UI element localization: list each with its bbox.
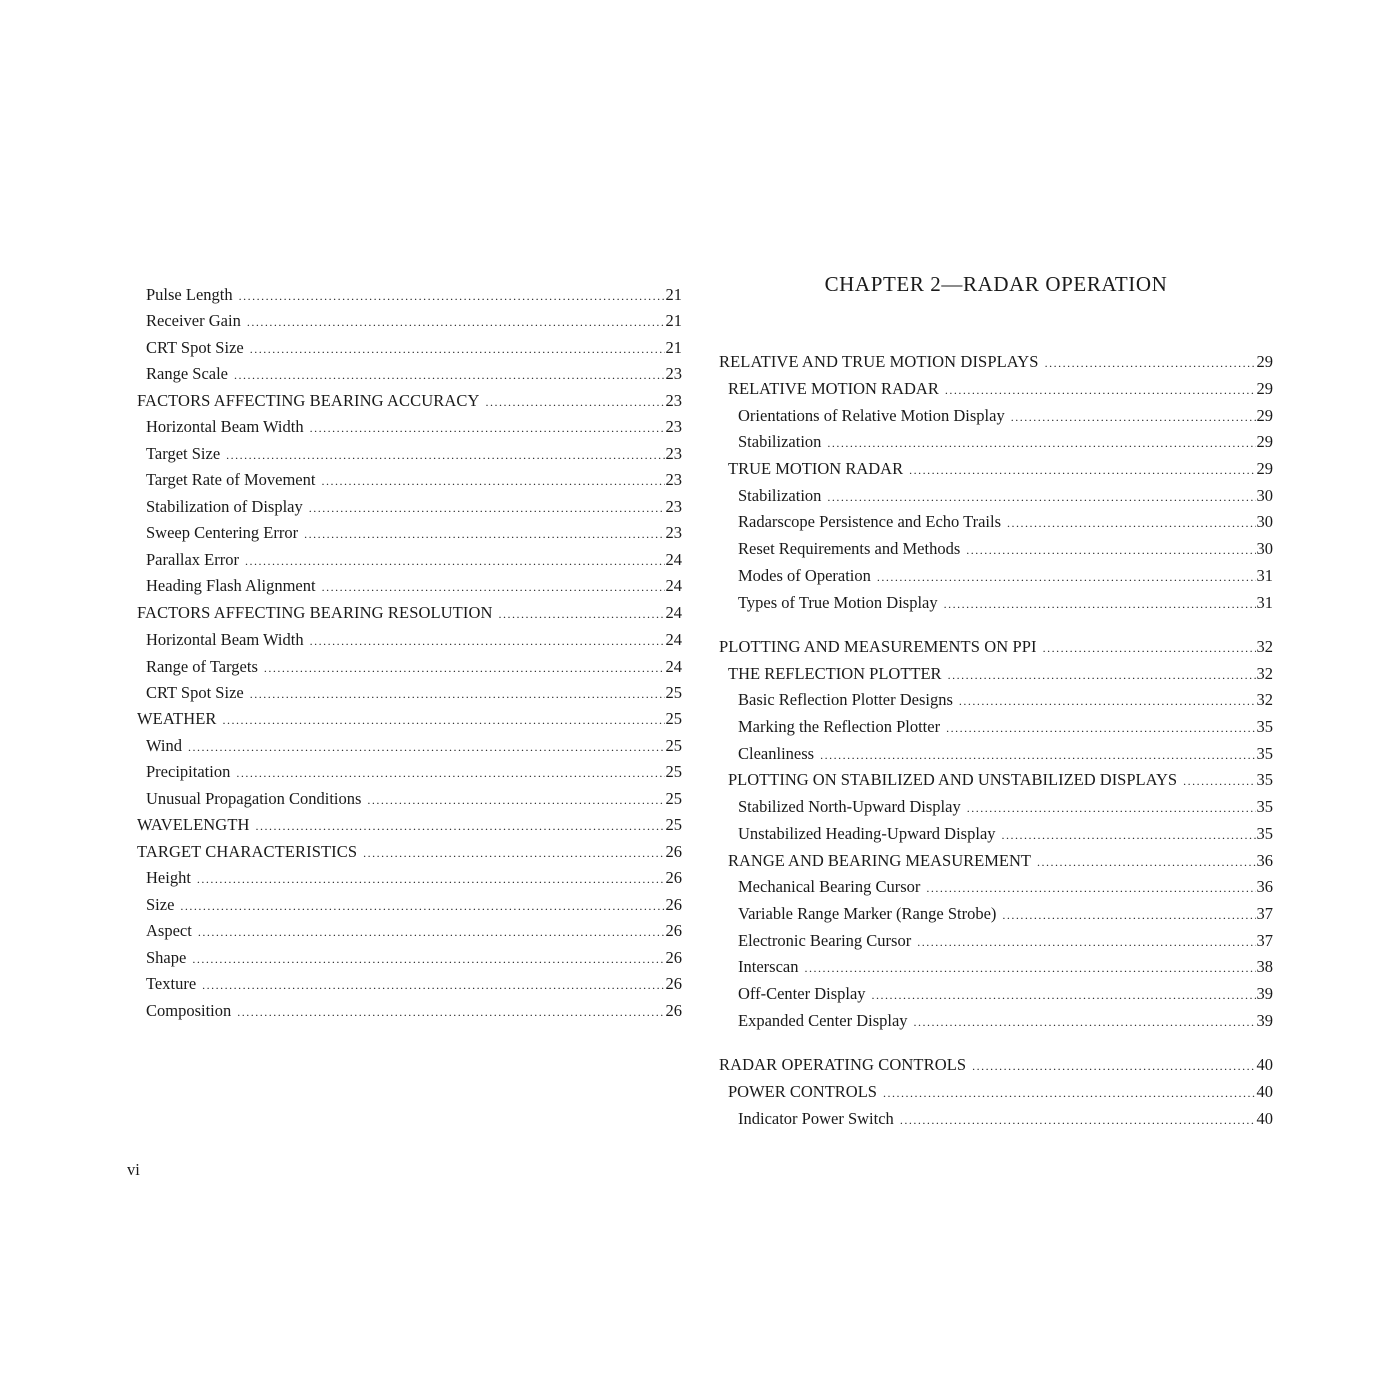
toc-entry-page: 23 bbox=[665, 523, 682, 542]
toc-entry-page: 32 bbox=[1256, 690, 1273, 709]
toc-entry bbox=[137, 628, 682, 652]
toc-entry-label: Radarscope Persistence and Echo Trails bbox=[738, 512, 1002, 531]
toc-entry bbox=[719, 768, 1273, 792]
toc-entry-page: 40 bbox=[1256, 1082, 1273, 1101]
toc-entry bbox=[137, 760, 682, 784]
dot-leader bbox=[966, 538, 1255, 562]
toc-entry bbox=[137, 787, 682, 811]
toc-entry-label: Receiver Gain bbox=[146, 311, 241, 330]
toc-entry bbox=[137, 999, 682, 1023]
dot-leader bbox=[1002, 903, 1255, 927]
toc-entry-label: Variable Range Marker (Range Strobe) bbox=[738, 904, 997, 923]
dot-leader bbox=[197, 867, 665, 891]
toc-entry-page: 39 bbox=[1256, 984, 1273, 1003]
toc-entry-page: 35 bbox=[1256, 824, 1273, 843]
dot-leader bbox=[367, 788, 664, 812]
toc-entry-label: Horizontal Beam Width bbox=[146, 417, 304, 436]
dot-leader bbox=[202, 973, 664, 997]
dot-leader bbox=[909, 458, 1255, 482]
toc-entry-label: Interscan bbox=[738, 957, 799, 976]
dot-leader bbox=[304, 522, 664, 546]
dot-leader bbox=[917, 930, 1255, 954]
toc-entry-label: Range of Targets bbox=[146, 657, 258, 676]
toc-entry-page: 23 bbox=[665, 444, 682, 463]
toc-entry bbox=[137, 893, 682, 917]
dot-leader bbox=[972, 1054, 1255, 1078]
toc-entry-page: 25 bbox=[665, 709, 682, 728]
toc-entry-page: 26 bbox=[665, 868, 682, 887]
toc-entry-page: 26 bbox=[665, 921, 682, 940]
toc-entry bbox=[719, 350, 1273, 374]
toc-entry bbox=[719, 377, 1273, 401]
toc-entry-page: 25 bbox=[665, 736, 682, 755]
dot-leader bbox=[914, 1010, 1256, 1034]
toc-entry-page: 31 bbox=[1256, 593, 1273, 612]
toc-entry-label: WEATHER bbox=[137, 709, 217, 728]
dot-leader bbox=[237, 1000, 664, 1024]
toc-entry bbox=[719, 1009, 1273, 1033]
dot-leader bbox=[900, 1108, 1256, 1132]
dot-leader bbox=[310, 629, 665, 653]
toc-entry bbox=[137, 415, 682, 439]
toc-entry-label: WAVELENGTH bbox=[137, 815, 250, 834]
dot-leader bbox=[1043, 636, 1256, 660]
toc-entry bbox=[137, 681, 682, 705]
toc-entry-page: 29 bbox=[1256, 459, 1273, 478]
toc-entry bbox=[719, 982, 1273, 1006]
toc-entry-label: Heading Flash Alignment bbox=[146, 576, 316, 595]
dot-leader bbox=[223, 708, 665, 732]
dot-leader bbox=[872, 983, 1256, 1007]
dot-leader bbox=[363, 841, 664, 865]
toc-entry bbox=[719, 715, 1273, 739]
toc-entry-page: 21 bbox=[665, 338, 682, 357]
dot-leader bbox=[948, 663, 1256, 687]
toc-entry bbox=[719, 635, 1273, 659]
chapter-title: CHAPTER 2—RADAR OPERATION bbox=[824, 272, 1168, 296]
dot-leader bbox=[1011, 405, 1256, 429]
toc-entry-label: Stabilization bbox=[738, 486, 822, 505]
toc-entry-label: RELATIVE MOTION RADAR bbox=[728, 379, 939, 398]
dot-leader bbox=[498, 602, 664, 626]
toc-entry-page: 25 bbox=[665, 683, 682, 702]
dot-leader bbox=[310, 416, 665, 440]
toc-entry-label: Range Scale bbox=[146, 364, 229, 383]
dot-leader bbox=[926, 876, 1255, 900]
toc-entry-label: Target Rate of Movement bbox=[146, 470, 316, 489]
toc-entry-page: 29 bbox=[1256, 406, 1273, 425]
toc-entry-label: Types of True Motion Display bbox=[738, 593, 938, 612]
toc-entry-label: POWER CONTROLS bbox=[728, 1082, 877, 1101]
toc-entry-page: 38 bbox=[1256, 957, 1273, 976]
toc-entry-label: THE REFLECTION PLOTTER bbox=[728, 664, 942, 683]
toc-entry bbox=[719, 564, 1273, 588]
toc-entry-page: 26 bbox=[665, 842, 682, 861]
toc-entry-page: 24 bbox=[665, 657, 682, 676]
dot-leader bbox=[256, 814, 665, 838]
dot-leader bbox=[820, 743, 1255, 767]
dot-leader bbox=[321, 469, 664, 493]
dot-leader bbox=[192, 947, 664, 971]
dot-leader bbox=[250, 337, 665, 361]
dot-leader bbox=[1183, 769, 1255, 793]
toc-entry bbox=[137, 655, 682, 679]
dot-leader bbox=[944, 592, 1256, 616]
toc-entry-label: CRT Spot Size bbox=[146, 683, 244, 702]
toc-entry-label: Precipitation bbox=[146, 762, 231, 781]
toc-entry-page: 30 bbox=[1256, 486, 1273, 505]
dot-leader bbox=[234, 363, 664, 387]
toc-entry bbox=[137, 946, 682, 970]
toc-entry bbox=[719, 1080, 1273, 1104]
toc-entry-label: Unstabilized Heading-Upward Display bbox=[738, 824, 996, 843]
toc-entry-page: 29 bbox=[1256, 352, 1273, 371]
dot-leader bbox=[180, 894, 664, 918]
toc-entry bbox=[719, 688, 1273, 712]
toc-entry bbox=[719, 1053, 1273, 1077]
toc-entry bbox=[137, 866, 682, 890]
toc-entry-label: Electronic Bearing Cursor bbox=[738, 931, 912, 950]
dot-leader bbox=[250, 682, 665, 706]
toc-entry-page: 32 bbox=[1256, 637, 1273, 656]
toc-entry bbox=[719, 955, 1273, 979]
toc-entry bbox=[137, 309, 682, 333]
toc-entry-label: Stabilization bbox=[738, 432, 822, 451]
toc-entry-label: RELATIVE AND TRUE MOTION DISPLAYS bbox=[719, 352, 1039, 371]
dot-leader bbox=[322, 575, 665, 599]
toc-entry-page: 40 bbox=[1256, 1109, 1273, 1128]
dot-leader bbox=[877, 565, 1256, 589]
toc-entry-page: 25 bbox=[665, 762, 682, 781]
toc-entry-page: 23 bbox=[665, 364, 682, 383]
toc-entry-page: 24 bbox=[665, 603, 682, 622]
dot-leader bbox=[264, 656, 665, 680]
toc-entry-label: Stabilized North-Upward Display bbox=[738, 797, 961, 816]
toc-entry bbox=[719, 1107, 1273, 1131]
toc-entry bbox=[137, 442, 682, 466]
toc-entry-label: Cleanliness bbox=[738, 744, 815, 763]
toc-entry-label: Horizontal Beam Width bbox=[146, 630, 304, 649]
toc-entry bbox=[137, 707, 682, 731]
toc-entry-page: 26 bbox=[665, 895, 682, 914]
toc-entry bbox=[137, 362, 682, 386]
toc-entry bbox=[719, 662, 1273, 686]
toc-entry bbox=[137, 601, 682, 625]
toc-entry-label: RANGE AND BEARING MEASUREMENT bbox=[728, 851, 1031, 870]
toc-entry-page: 23 bbox=[665, 470, 682, 489]
toc-entry-page: 23 bbox=[665, 497, 682, 516]
toc-entry-label: TRUE MOTION RADAR bbox=[728, 459, 904, 478]
toc-entry-label: PLOTTING AND MEASUREMENTS ON PPI bbox=[719, 637, 1037, 656]
toc-entry-page: 39 bbox=[1256, 1011, 1273, 1030]
dot-leader bbox=[883, 1081, 1256, 1105]
toc-entry bbox=[137, 389, 682, 413]
toc-entry bbox=[137, 548, 682, 572]
dot-leader bbox=[245, 549, 665, 573]
toc-entry-label: Mechanical Bearing Cursor bbox=[738, 877, 921, 896]
toc-entry-page: 26 bbox=[665, 948, 682, 967]
toc-entry bbox=[719, 822, 1273, 846]
toc-entry bbox=[137, 919, 682, 943]
toc-entry-label: FACTORS AFFECTING BEARING ACCURACY bbox=[137, 391, 480, 410]
toc-entry-label: Off-Center Display bbox=[738, 984, 866, 1003]
toc-entry-label: RADAR OPERATING CONTROLS bbox=[719, 1055, 967, 1074]
toc-entry bbox=[719, 430, 1273, 454]
toc-entry-label: Sweep Centering Error bbox=[146, 523, 299, 542]
toc-entry-page: 40 bbox=[1256, 1055, 1273, 1074]
toc-entry-label: Wind bbox=[146, 736, 182, 755]
dot-leader bbox=[1007, 511, 1255, 535]
toc-entry-label: Height bbox=[146, 868, 191, 887]
dot-leader bbox=[946, 716, 1255, 740]
toc-entry-page: 23 bbox=[665, 391, 682, 410]
toc-entry bbox=[137, 495, 682, 519]
toc-entry-page: 24 bbox=[665, 576, 682, 595]
toc-entry-label: Shape bbox=[146, 948, 187, 967]
toc-entry-page: 30 bbox=[1256, 539, 1273, 558]
toc-entry-page: 24 bbox=[665, 550, 682, 569]
dot-leader bbox=[804, 956, 1255, 980]
toc-entry-label: Composition bbox=[146, 1001, 232, 1020]
dot-leader bbox=[247, 310, 665, 334]
toc-entry-page: 35 bbox=[1256, 770, 1273, 789]
toc-entry-label: TARGET CHARACTERISTICS bbox=[137, 842, 358, 861]
toc-entry bbox=[137, 468, 682, 492]
dot-leader bbox=[1037, 850, 1256, 874]
toc-entry-page: 36 bbox=[1256, 877, 1273, 896]
toc-entry bbox=[719, 742, 1273, 766]
toc-entry bbox=[137, 574, 682, 598]
toc-entry-page: 30 bbox=[1256, 512, 1273, 531]
toc-entry bbox=[719, 875, 1273, 899]
toc-entry bbox=[137, 521, 682, 545]
toc-entry-label: Size bbox=[146, 895, 175, 914]
dot-leader bbox=[226, 443, 664, 467]
toc-entry-label: Marking the Reflection Plotter bbox=[738, 717, 941, 736]
toc-entry-page: 21 bbox=[665, 311, 682, 330]
toc-entry bbox=[719, 795, 1273, 819]
dot-leader bbox=[945, 378, 1256, 402]
toc-entry-page: 29 bbox=[1256, 432, 1273, 451]
toc-entry-label: Expanded Center Display bbox=[738, 1011, 908, 1030]
toc-entry-page: 35 bbox=[1256, 797, 1273, 816]
dot-leader bbox=[1002, 823, 1256, 847]
toc-entry bbox=[719, 510, 1273, 534]
toc-entry-page: 21 bbox=[665, 285, 682, 304]
toc-entry bbox=[719, 457, 1273, 481]
dot-leader bbox=[198, 920, 665, 944]
toc-entry bbox=[137, 734, 682, 758]
toc-entry-label: Reset Requirements and Methods bbox=[738, 539, 961, 558]
dot-leader bbox=[309, 496, 665, 520]
toc-entry-label: FACTORS AFFECTING BEARING RESOLUTION bbox=[137, 603, 493, 622]
toc-entry bbox=[719, 902, 1273, 926]
toc-entry-page: 32 bbox=[1256, 664, 1273, 683]
dot-leader bbox=[959, 689, 1256, 713]
dot-leader bbox=[1045, 351, 1256, 375]
dot-leader bbox=[239, 284, 665, 308]
toc-entry-label: Aspect bbox=[146, 921, 192, 940]
toc-entry-page: 25 bbox=[665, 815, 682, 834]
toc-entry bbox=[137, 972, 682, 996]
toc-entry-label: CRT Spot Size bbox=[146, 338, 244, 357]
toc-entry-label: Stabilization of Display bbox=[146, 497, 303, 516]
toc-entry-page: 26 bbox=[665, 974, 682, 993]
dot-leader bbox=[967, 796, 1256, 820]
dot-leader bbox=[827, 485, 1255, 509]
toc-entry-label: Target Size bbox=[146, 444, 221, 463]
toc-entry-label: Texture bbox=[146, 974, 197, 993]
dot-leader bbox=[827, 431, 1255, 455]
toc-entry bbox=[137, 813, 682, 837]
toc-entry-label: Unusual Propagation Conditions bbox=[146, 789, 362, 808]
toc-entry-page: 35 bbox=[1256, 717, 1273, 736]
toc-entry-label: Basic Reflection Plotter Designs bbox=[738, 690, 953, 709]
toc-entry-page: 31 bbox=[1256, 566, 1273, 585]
toc-entry-page: 23 bbox=[665, 417, 682, 436]
toc-entry bbox=[137, 283, 682, 307]
toc-entry bbox=[137, 840, 682, 864]
toc-entry bbox=[719, 591, 1273, 615]
toc-entry-page: 37 bbox=[1256, 931, 1273, 950]
toc-entry-label: PLOTTING ON STABILIZED AND UNSTABILIZED DISPLAYS bbox=[728, 770, 1178, 789]
toc-entry bbox=[719, 929, 1273, 953]
toc-entry-label: Orientations of Relative Motion Display bbox=[738, 406, 1005, 425]
toc-entry-label: Pulse Length bbox=[146, 285, 233, 304]
toc-entry bbox=[719, 404, 1273, 428]
page-number: vi bbox=[127, 1160, 140, 1179]
toc-entry-label: Modes of Operation bbox=[738, 566, 871, 585]
toc-entry-page: 36 bbox=[1256, 851, 1273, 870]
dot-leader bbox=[236, 761, 664, 785]
dot-leader bbox=[188, 735, 665, 759]
toc-entry bbox=[719, 849, 1273, 873]
toc-entry-label: Parallax Error bbox=[146, 550, 239, 569]
toc-entry bbox=[137, 336, 682, 360]
toc-entry-page: 25 bbox=[665, 789, 682, 808]
toc-entry-page: 35 bbox=[1256, 744, 1273, 763]
toc-entry-page: 29 bbox=[1256, 379, 1273, 398]
toc-entry-page: 26 bbox=[665, 1001, 682, 1020]
toc-entry bbox=[719, 484, 1273, 508]
dot-leader bbox=[485, 390, 664, 414]
toc-entry-label: Indicator Power Switch bbox=[738, 1109, 894, 1128]
toc-entry-page: 24 bbox=[665, 630, 682, 649]
toc-entry-page: 37 bbox=[1256, 904, 1273, 923]
toc-entry bbox=[719, 537, 1273, 561]
